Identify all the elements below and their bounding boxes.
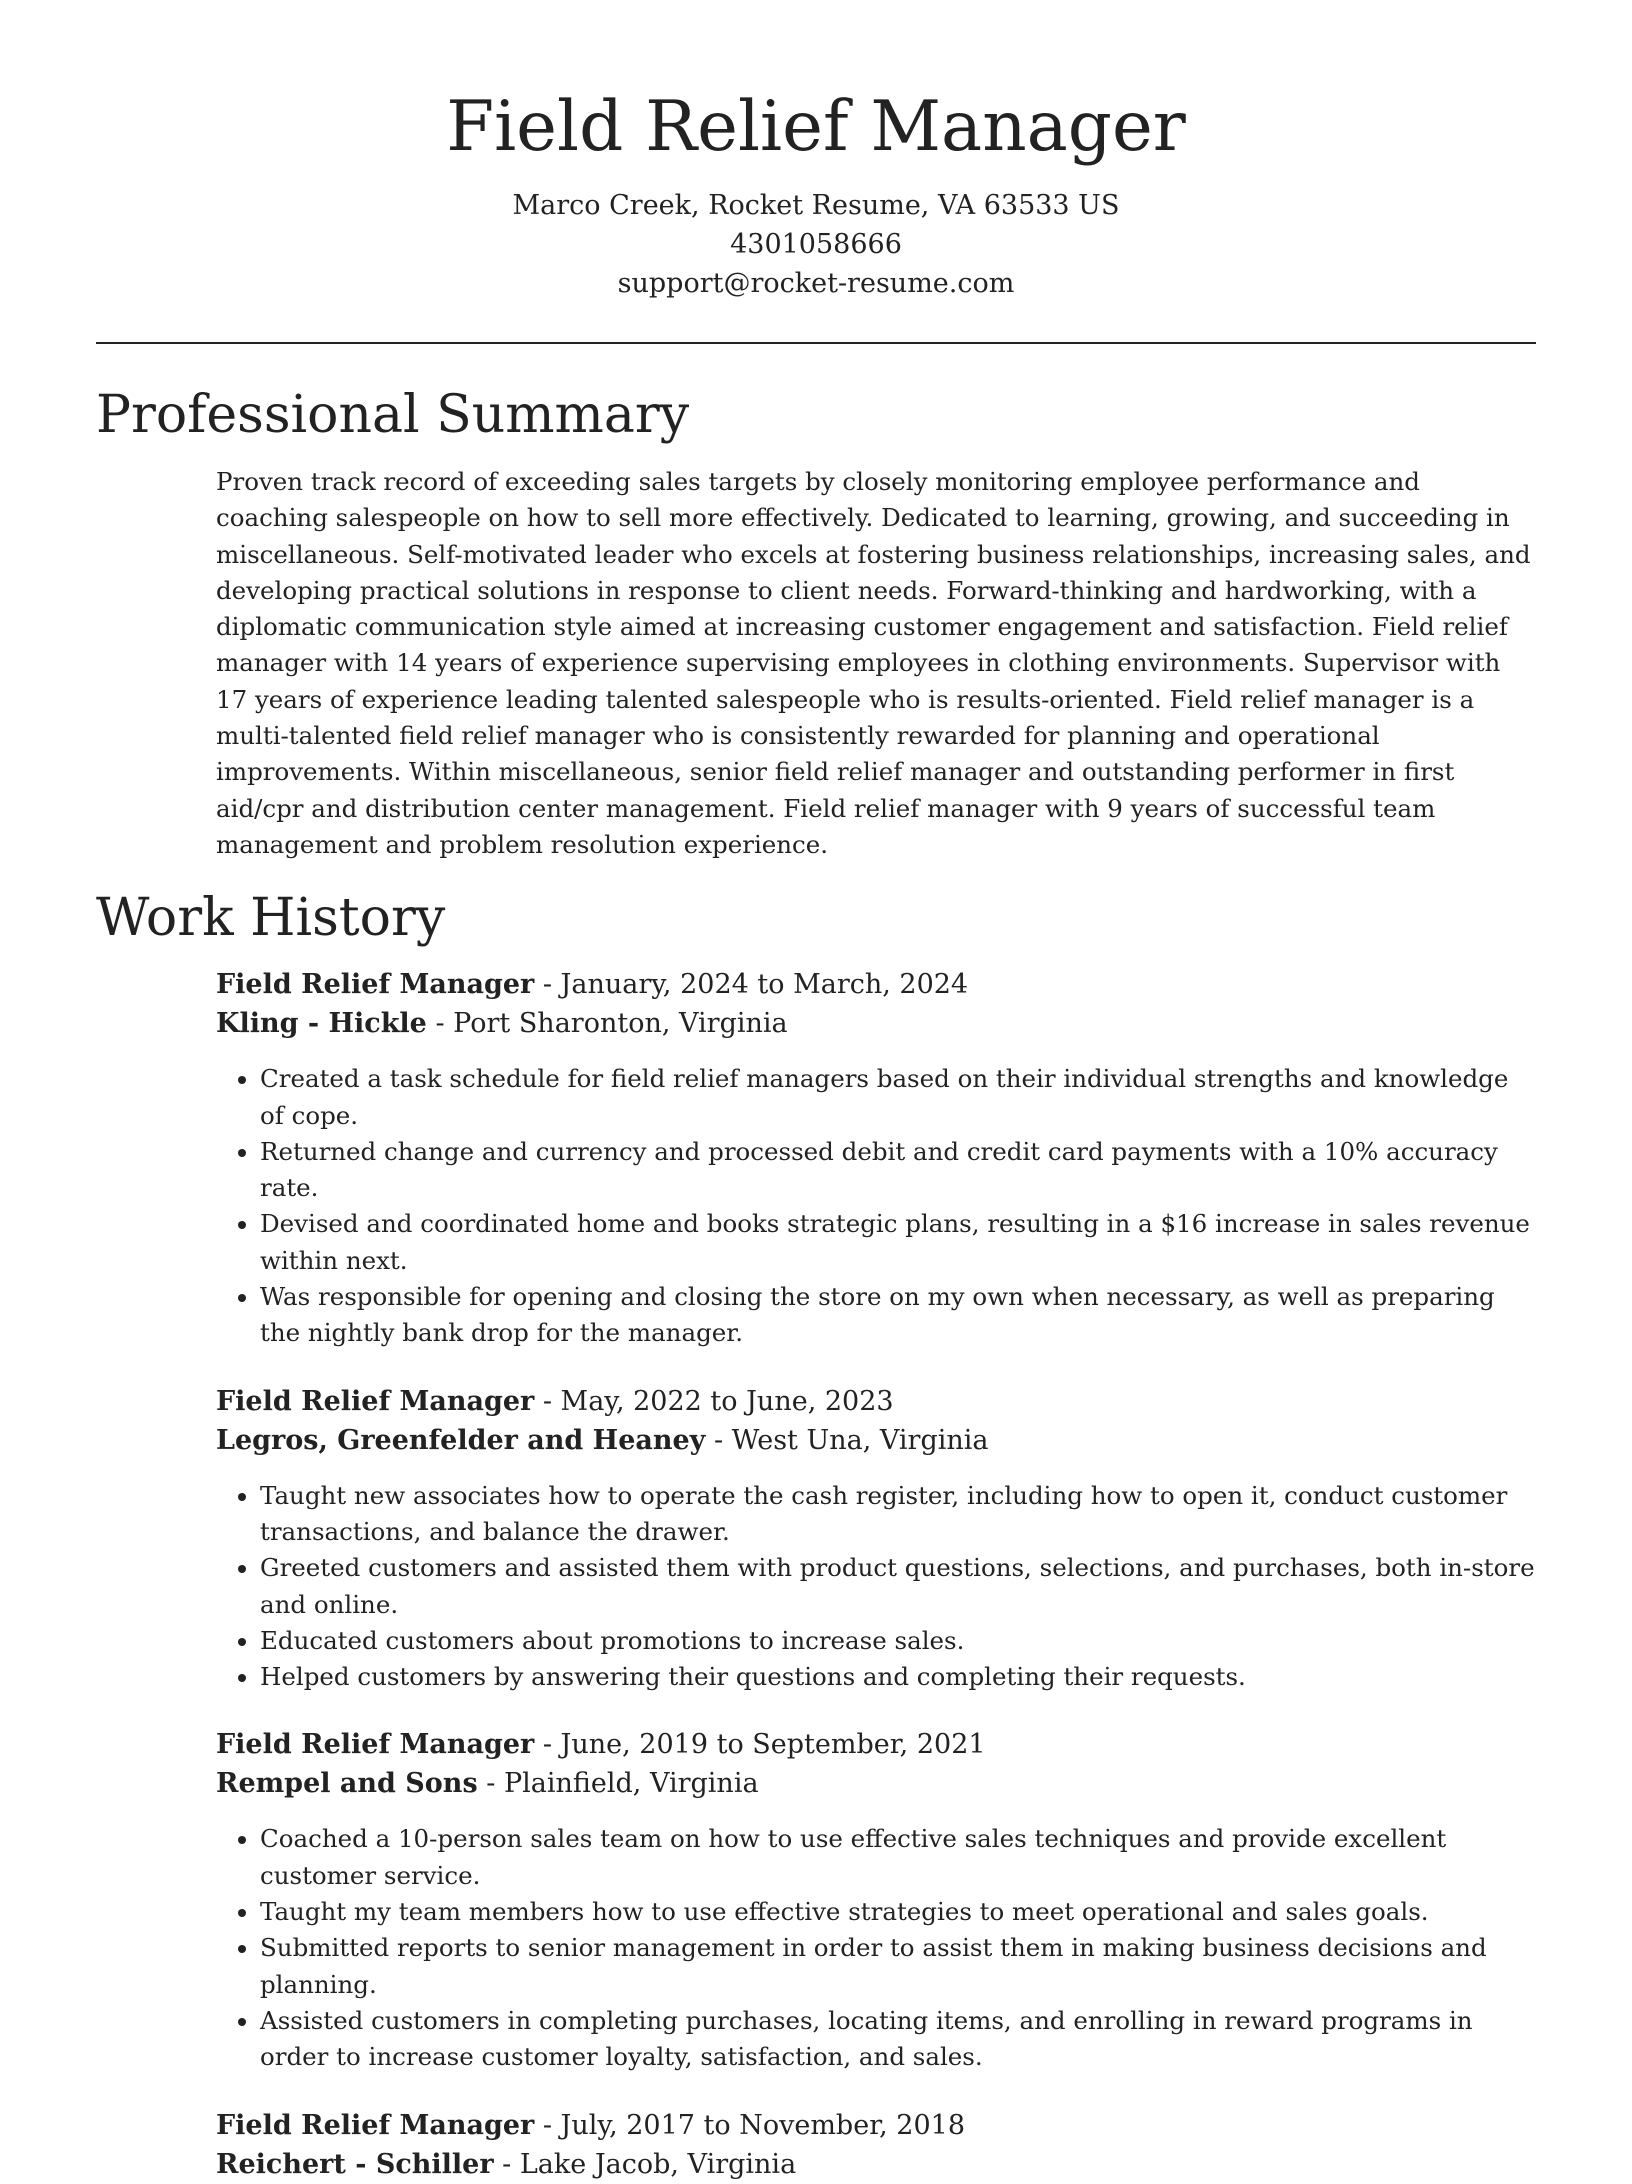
job-bullet: • Taught my team members how to use effective strategies to meet operational and sales goals. bbox=[260, 1894, 1536, 1930]
job-dates: - July, 2017 to November, 2018 bbox=[534, 2109, 966, 2141]
job-bullet: • Coached a 10-person sales team on how to use effective sales techniques and provide excellent customer service. bbox=[260, 1821, 1536, 1894]
job-title: Field Relief Manager bbox=[216, 969, 535, 1001]
job-location: - Port Sharonton, Virginia bbox=[426, 1008, 788, 1040]
summary-section bbox=[96, 380, 1536, 863]
job-entry bbox=[216, 1725, 1536, 2075]
job-company: Legros, Greenfelder and Heaney bbox=[216, 1424, 706, 1456]
job-company-line bbox=[216, 1421, 1536, 1460]
job-entry bbox=[216, 1382, 1536, 1696]
job-location: - Plainfield, Virginia bbox=[477, 1768, 759, 1800]
job-bullet: • Assisted customers in completing purchases, locating items, and enrolling in reward programs in order to increase customer loyalty, satisfaction, and sales. bbox=[260, 2003, 1536, 2076]
job-dates: - January, 2024 to March, 2024 bbox=[534, 969, 969, 1001]
contact-address: Marco Creek, Rocket Resume, VA 63533 US bbox=[512, 190, 1120, 221]
job-title: Field Relief Manager bbox=[216, 1385, 535, 1417]
job-entry bbox=[216, 965, 1536, 1351]
job-bullet: • Was responsible for opening and closing the store on my own when necessary, as well as preparing the nightly bank drop for the manager. bbox=[260, 1279, 1536, 1352]
job-company: Kling - Hickle bbox=[216, 1008, 427, 1040]
job-title-line bbox=[216, 2106, 1536, 2145]
resume-header bbox=[0, 0, 1632, 303]
job-company: Rempel and Sons bbox=[216, 1768, 478, 1800]
job-company-line bbox=[216, 1004, 1536, 1043]
job-company-line bbox=[216, 2145, 1536, 2184]
job-bullet: • Greeted customers and assisted them with product questions, selections, and purchases, both in-store and online. bbox=[260, 1550, 1536, 1623]
job-bullet: • Devised and coordinated home and books strategic plans, resulting in a $16 increase in sales revenue within next. bbox=[260, 1206, 1536, 1279]
resume-content bbox=[96, 380, 1536, 2184]
job-bullet: • Taught new associates how to operate the cash register, including how to open it, conduct customer transactions, and balance the drawer. bbox=[260, 1478, 1536, 1551]
contact-phone: 4301058666 bbox=[730, 229, 902, 260]
job-bullet: • Created a task schedule for field relief managers based on their individual strengths and knowledge of cope. bbox=[260, 1061, 1536, 1134]
job-bullets bbox=[216, 1821, 1536, 2075]
header-divider bbox=[96, 342, 1536, 344]
summary-title: Professional Summary bbox=[96, 385, 690, 445]
job-bullet: • Helped customers by answering their questions and completing their requests. bbox=[260, 1659, 1536, 1695]
job-dates: - May, 2022 to June, 2023 bbox=[534, 1385, 894, 1417]
job-bullet: • Educated customers about promotions to increase sales. bbox=[260, 1623, 1536, 1659]
job-bullet: • Returned change and currency and processed debit and credit card payments with a 10% accuracy rate. bbox=[260, 1134, 1536, 1207]
summary-text: Proven track record of exceeding sales targets by closely monitoring employee performance and coaching salespeople on how to sell more effectively. Dedicated to learning, growing, and succeeding in miscellaneous. Self-motivated leader who excels at fostering business relationships, increasing sales, and developing practical solutions in response to client needs. Forward-thinking and hardworking, with a diplomatic communication style aimed at increasing customer engagement and satisfaction. Field relief manager with 14 years of experience supervising employees in clothing environments. Supervisor with 17 years of experience leading talented salespeople who is results-oriented. Field relief manager is a multi-talented field relief manager who is consistently rewarded for planning and operational improvements. Within miscellaneous, senior field relief manager and outstanding performer in first aid/cpr and distribution center management. Field relief manager with 9 years of successful team management and problem resolution experience. bbox=[216, 467, 1531, 859]
work-history-section bbox=[96, 883, 1536, 2183]
contact-info bbox=[0, 186, 1632, 303]
job-location: - Lake Jacob, Virginia bbox=[493, 2148, 797, 2180]
job-dates: - June, 2019 to September, 2021 bbox=[534, 1729, 986, 1761]
job-title-line bbox=[216, 1382, 1536, 1421]
job-title-line bbox=[216, 1725, 1536, 1764]
job-company: Reichert - Schiller bbox=[216, 2148, 494, 2180]
job-bullet: • Submitted reports to senior management in order to assist them in making business decisions and planning. bbox=[260, 1930, 1536, 2003]
job-title: Field Relief Manager bbox=[216, 1729, 535, 1761]
job-company-line bbox=[216, 1764, 1536, 1803]
contact-email: support@rocket-resume.com bbox=[617, 268, 1015, 299]
job-title-line bbox=[216, 965, 1536, 1004]
job-title: Field Relief Manager bbox=[216, 2109, 535, 2141]
job-entry bbox=[216, 2106, 1536, 2184]
job-location: - West Una, Virginia bbox=[705, 1424, 989, 1456]
resume-name: Field Relief Manager bbox=[446, 87, 1186, 167]
job-bullets bbox=[216, 1061, 1536, 1351]
work-history-title: Work History bbox=[96, 888, 446, 949]
job-bullets bbox=[216, 1478, 1536, 1696]
